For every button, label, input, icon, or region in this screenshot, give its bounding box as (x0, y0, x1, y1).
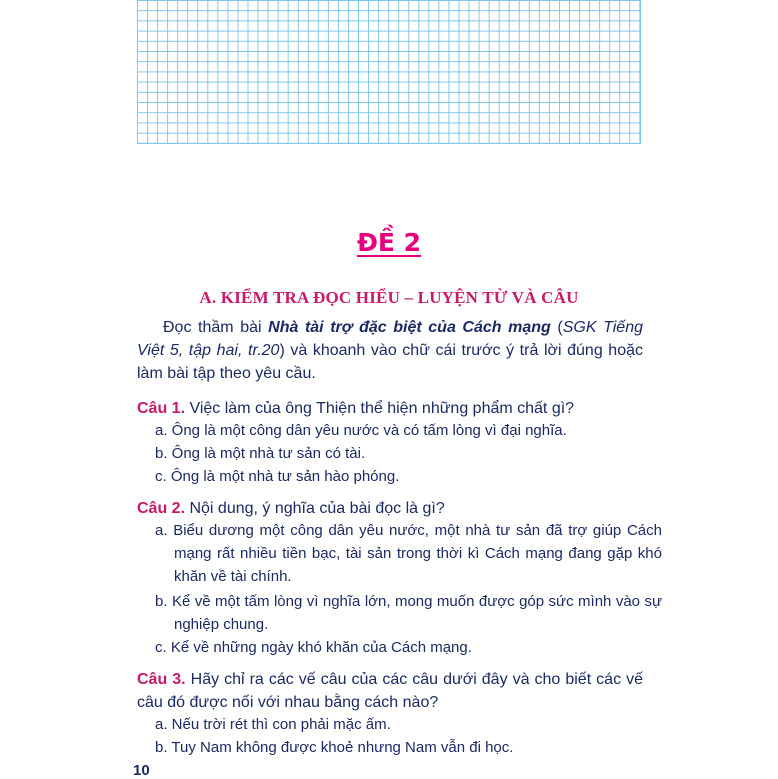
question-2 (137, 497, 643, 520)
question-1-option-b: b. Ông là một nhà tư sản có tài. (155, 445, 366, 462)
question-3-option-b: b. Tuy Nam không được khoẻ nhưng Nam vẫn đi học. (155, 739, 514, 756)
intro-paragraph (137, 316, 643, 385)
graph-paper-grid (137, 0, 641, 144)
exam-title: ĐỀ 2 (356, 228, 422, 257)
question-3 (137, 668, 643, 714)
question-text: Việc làm của ông Thiện thể hiện những phẩm chất gì? (185, 400, 575, 417)
question-2-option-a: a. Biểu dương một công dân yêu nước, một nhà tư sản đã trợ giúp Cách mạng rất nhiều tiền bạc, tài sản trong thời kì Cách mạng đang gặp khó khăn về tài chính. (155, 522, 662, 585)
question-3-option-a: a. Nếu trời rét thì con phải mặc ấm. (155, 716, 391, 733)
reading-source: SGK Tiếng Việt 5, tập hai, tr.20 (137, 319, 643, 359)
question-label: Câu 3. (137, 671, 186, 688)
question-1-option-c: c. Ông là một nhà tư sản hào phóng. (155, 468, 400, 485)
question-label: Câu 2. (137, 500, 186, 517)
intro-suffix: ) và khoanh vào chữ cái trước ý trả lời đúng hoặc làm bài tập theo yêu cầu. (137, 342, 643, 382)
reading-title: Nhà tài trợ đặc biệt của Cách mạng (268, 319, 551, 336)
question-2-option-c: c. Kể về những ngày khó khăn của Cách mạng. (155, 639, 472, 656)
question-text: Hãy chỉ ra các vế câu của các câu dưới đây và cho biết các vế câu đó được nối với nhau bằng cách nào? (137, 671, 644, 711)
question-1 (137, 397, 643, 420)
question-1-option-a: a. Ông là một công dân yêu nước và có tấm lòng vì đại nghĩa. (155, 422, 567, 439)
question-text: Nội dung, ý nghĩa của bài đọc là gì? (185, 500, 445, 517)
page-number: 10 (133, 762, 150, 779)
section-heading: A. KIỂM TRA ĐỌC HIỂU – LUYỆN TỪ VÀ CÂU (199, 288, 579, 307)
intro-prefix: Đọc thầm bài (163, 319, 269, 336)
question-label: Câu 1. (137, 400, 186, 417)
intro-mid: ( (550, 319, 563, 336)
question-2-option-b: b. Kể về một tấm lòng vì nghĩa lớn, mong muốn được góp sức mình vào sự nghiệp chung. (155, 593, 662, 633)
